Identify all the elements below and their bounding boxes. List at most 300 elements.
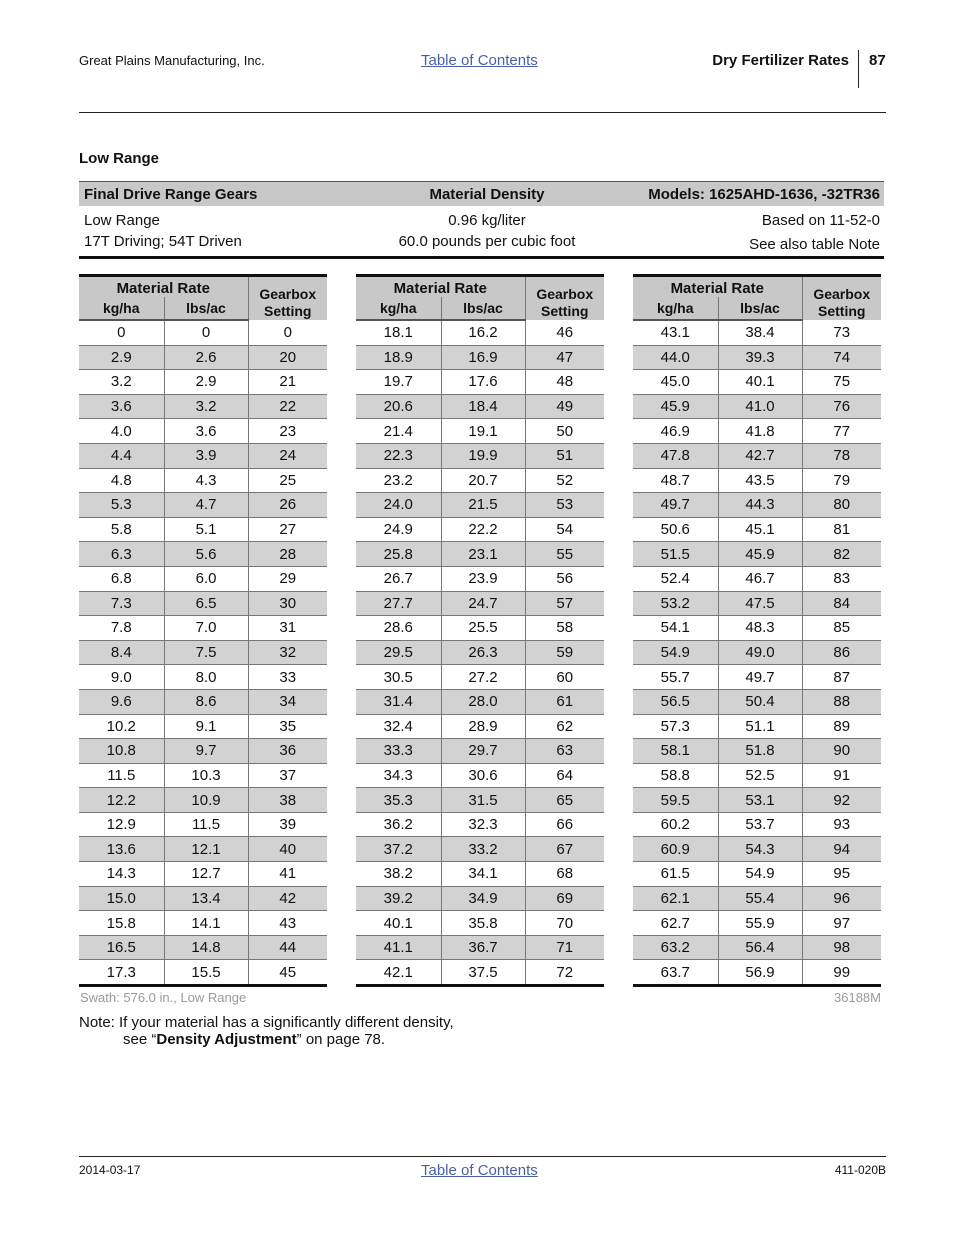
- lbsac-cell: 51.1: [718, 714, 802, 739]
- gearbox-cell: 44: [248, 935, 327, 960]
- table-row: [633, 394, 881, 419]
- kgha-cell: 51.5: [633, 542, 718, 567]
- lbsac-cell: 35.8: [441, 911, 525, 936]
- lbsac-cell: 6.5: [164, 591, 248, 616]
- density-imperial: 60.0 pounds per cubic foot: [398, 233, 576, 250]
- kgha-cell: 44.0: [633, 345, 718, 370]
- gearbox-setting-header: [525, 276, 604, 321]
- kgha-cell: 56.5: [633, 689, 718, 714]
- kgha-cell: 21.4: [356, 419, 441, 444]
- note-line-1: Note: If your material has a significantly different density,: [79, 1014, 454, 1031]
- kgha-cell: 28.6: [356, 616, 441, 641]
- table-row: [633, 812, 881, 837]
- table-row: [356, 739, 604, 764]
- lbsac-cell: 15.5: [164, 960, 248, 986]
- table-row: [79, 837, 327, 862]
- table-row: [79, 689, 327, 714]
- setting-label: Setting: [264, 303, 312, 319]
- models-header: Models: 1625AHD-1636, -32TR36: [648, 185, 880, 203]
- gearbox-cell: 55: [525, 542, 604, 567]
- table-row: [633, 443, 881, 468]
- gearbox-cell: 42: [248, 886, 327, 911]
- gearbox-cell: 58: [525, 616, 604, 641]
- note-line-2: [79, 1031, 454, 1048]
- density-metric: 0.96 kg/liter: [448, 212, 526, 229]
- table-row: [79, 542, 327, 567]
- table-row: [633, 788, 881, 813]
- lbsac-cell: 16.2: [441, 320, 525, 345]
- lbsac-header: lbs/ac: [441, 297, 525, 320]
- kgha-cell: 41.1: [356, 935, 441, 960]
- swath-footnote: Swath: 576.0 in., Low Range: [80, 990, 247, 1005]
- gearbox-cell: 70: [525, 911, 604, 936]
- kgha-cell: 48.7: [633, 468, 718, 493]
- lbsac-cell: 34.9: [441, 886, 525, 911]
- gearbox-cell: 82: [802, 542, 881, 567]
- table-row: [633, 714, 881, 739]
- lbsac-header: lbs/ac: [718, 297, 802, 320]
- lbsac-cell: 9.7: [164, 739, 248, 764]
- toc-link-header[interactable]: Table of Contents: [421, 52, 538, 69]
- gearbox-label: Gearbox: [259, 286, 317, 302]
- gearbox-label: Gearbox: [813, 286, 871, 302]
- kgha-cell: 3.6: [79, 394, 164, 419]
- note-prefix: see “: [123, 1031, 157, 1048]
- table-row: [79, 665, 327, 690]
- table-row: [633, 517, 881, 542]
- table-row: [79, 320, 327, 345]
- lbsac-cell: 47.5: [718, 591, 802, 616]
- kgha-cell: 37.2: [356, 837, 441, 862]
- lbsac-cell: 55.4: [718, 886, 802, 911]
- table-row: [79, 640, 327, 665]
- lbsac-cell: 50.4: [718, 689, 802, 714]
- gearbox-cell: 61: [525, 689, 604, 714]
- lbsac-cell: 33.2: [441, 837, 525, 862]
- lbsac-cell: 12.7: [164, 862, 248, 887]
- table-row: [633, 591, 881, 616]
- rate-table-1: [79, 274, 327, 987]
- kgha-cell: 46.9: [633, 419, 718, 444]
- table-row: [79, 886, 327, 911]
- gearbox-cell: 57: [525, 591, 604, 616]
- company-name: Great Plains Manufacturing, Inc.: [79, 53, 265, 68]
- kgha-header: kg/ha: [356, 297, 441, 320]
- gearbox-cell: 87: [802, 665, 881, 690]
- gearbox-cell: 40: [248, 837, 327, 862]
- table-row: [356, 443, 604, 468]
- table-row: [633, 320, 881, 345]
- kgha-cell: 60.2: [633, 812, 718, 837]
- lbsac-cell: 18.4: [441, 394, 525, 419]
- table-row: [79, 468, 327, 493]
- toc-link-footer[interactable]: Table of Contents: [421, 1162, 538, 1179]
- lbsac-cell: 44.3: [718, 493, 802, 518]
- lbsac-cell: 49.7: [718, 665, 802, 690]
- gearbox-cell: 22: [248, 394, 327, 419]
- table-row: [79, 566, 327, 591]
- material-rate-header: Material Rate: [633, 276, 802, 298]
- lbsac-cell: 56.9: [718, 960, 802, 986]
- lbsac-cell: 40.1: [718, 370, 802, 395]
- kgha-cell: 5.8: [79, 517, 164, 542]
- lbsac-cell: 41.0: [718, 394, 802, 419]
- based-on-label: Based on 11-52-0: [761, 212, 880, 229]
- lbsac-cell: 4.3: [164, 468, 248, 493]
- kgha-cell: 3.2: [79, 370, 164, 395]
- density-adjustment-ref: Density Adjustment: [156, 1031, 297, 1048]
- kgha-cell: 24.0: [356, 493, 441, 518]
- gearbox-cell: 73: [802, 320, 881, 345]
- table-row: [633, 468, 881, 493]
- table-row: [633, 566, 881, 591]
- table-row: [356, 493, 604, 518]
- gearbox-cell: 34: [248, 689, 327, 714]
- kgha-cell: 53.2: [633, 591, 718, 616]
- kgha-cell: 26.7: [356, 566, 441, 591]
- gearbox-cell: 41: [248, 862, 327, 887]
- kgha-cell: 61.5: [633, 862, 718, 887]
- gearbox-cell: 30: [248, 591, 327, 616]
- gearbox-cell: 51: [525, 443, 604, 468]
- lbsac-header: lbs/ac: [164, 297, 248, 320]
- figure-id: 36188M: [834, 990, 881, 1005]
- kgha-cell: 18.9: [356, 345, 441, 370]
- gearbox-cell: 79: [802, 468, 881, 493]
- gearbox-cell: 97: [802, 911, 881, 936]
- lbsac-cell: 17.6: [441, 370, 525, 395]
- drive-info-body: [79, 206, 884, 259]
- gear-label: 17T Driving; 54T Driven: [84, 233, 242, 250]
- gearbox-cell: 80: [802, 493, 881, 518]
- gearbox-cell: 83: [802, 566, 881, 591]
- setting-label: Setting: [818, 303, 866, 319]
- kgha-cell: 9.0: [79, 665, 164, 690]
- rate-table-3: [633, 274, 881, 987]
- kgha-cell: 24.9: [356, 517, 441, 542]
- table-row: [633, 960, 881, 986]
- kgha-cell: 58.8: [633, 763, 718, 788]
- final-drive-header: Final Drive Range Gears: [84, 185, 258, 203]
- lbsac-cell: 19.9: [441, 443, 525, 468]
- kgha-cell: 17.3: [79, 960, 164, 986]
- gearbox-cell: 33: [248, 665, 327, 690]
- lbsac-cell: 3.9: [164, 443, 248, 468]
- lbsac-cell: 43.5: [718, 468, 802, 493]
- gearbox-cell: 49: [525, 394, 604, 419]
- kgha-cell: 8.4: [79, 640, 164, 665]
- kgha-cell: 35.3: [356, 788, 441, 813]
- table-row: [356, 935, 604, 960]
- lbsac-cell: 10.3: [164, 763, 248, 788]
- table-row: [79, 443, 327, 468]
- kgha-cell: 5.3: [79, 493, 164, 518]
- page-number: 87: [869, 52, 886, 69]
- gearbox-cell: 81: [802, 517, 881, 542]
- kgha-cell: 43.1: [633, 320, 718, 345]
- gearbox-cell: 32: [248, 640, 327, 665]
- kgha-cell: 6.8: [79, 566, 164, 591]
- lbsac-cell: 20.7: [441, 468, 525, 493]
- gearbox-cell: 23: [248, 419, 327, 444]
- gearbox-cell: 20: [248, 345, 327, 370]
- gearbox-cell: 90: [802, 739, 881, 764]
- gearbox-cell: 54: [525, 517, 604, 542]
- table-row: [79, 935, 327, 960]
- lbsac-cell: 16.9: [441, 345, 525, 370]
- lbsac-cell: 39.3: [718, 345, 802, 370]
- kgha-cell: 19.7: [356, 370, 441, 395]
- lbsac-cell: 30.6: [441, 763, 525, 788]
- table-row: [633, 837, 881, 862]
- kgha-cell: 45.0: [633, 370, 718, 395]
- table-row: [356, 419, 604, 444]
- kgha-cell: 50.6: [633, 517, 718, 542]
- table-row: [356, 616, 604, 641]
- lbsac-cell: 48.3: [718, 616, 802, 641]
- kgha-cell: 12.2: [79, 788, 164, 813]
- gearbox-cell: 53: [525, 493, 604, 518]
- kgha-cell: 16.5: [79, 935, 164, 960]
- table-row: [79, 591, 327, 616]
- gearbox-cell: 56: [525, 566, 604, 591]
- table-row: [356, 370, 604, 395]
- kgha-cell: 10.2: [79, 714, 164, 739]
- gearbox-cell: 28: [248, 542, 327, 567]
- gearbox-cell: 50: [525, 419, 604, 444]
- lbsac-cell: 36.7: [441, 935, 525, 960]
- lbsac-cell: 49.0: [718, 640, 802, 665]
- lbsac-cell: 10.9: [164, 788, 248, 813]
- gearbox-cell: 24: [248, 443, 327, 468]
- lbsac-cell: 11.5: [164, 812, 248, 837]
- kgha-cell: 18.1: [356, 320, 441, 345]
- lbsac-cell: 26.3: [441, 640, 525, 665]
- lbsac-cell: 22.2: [441, 517, 525, 542]
- kgha-cell: 7.8: [79, 616, 164, 641]
- gearbox-cell: 92: [802, 788, 881, 813]
- table-row: [633, 616, 881, 641]
- gearbox-cell: 52: [525, 468, 604, 493]
- gearbox-cell: 86: [802, 640, 881, 665]
- density-note: [79, 1014, 454, 1048]
- drive-info-header: [79, 181, 884, 206]
- gearbox-cell: 45: [248, 960, 327, 986]
- gearbox-cell: 91: [802, 763, 881, 788]
- table-row: [356, 763, 604, 788]
- table-row: [356, 960, 604, 986]
- gearbox-cell: 35: [248, 714, 327, 739]
- gearbox-cell: 43: [248, 911, 327, 936]
- kgha-cell: 33.3: [356, 739, 441, 764]
- kgha-cell: 55.7: [633, 665, 718, 690]
- gearbox-cell: 77: [802, 419, 881, 444]
- table-row: [633, 935, 881, 960]
- rate-table-2: [356, 274, 604, 987]
- gearbox-cell: 47: [525, 345, 604, 370]
- table-row: [633, 493, 881, 518]
- gearbox-cell: 74: [802, 345, 881, 370]
- gearbox-cell: 48: [525, 370, 604, 395]
- kgha-cell: 58.1: [633, 739, 718, 764]
- lbsac-cell: 23.1: [441, 542, 525, 567]
- kgha-cell: 14.3: [79, 862, 164, 887]
- table-row: [633, 689, 881, 714]
- kgha-cell: 9.6: [79, 689, 164, 714]
- material-rate-header: Material Rate: [356, 276, 525, 298]
- lbsac-cell: 56.4: [718, 935, 802, 960]
- gearbox-cell: 98: [802, 935, 881, 960]
- kgha-cell: 30.5: [356, 665, 441, 690]
- kgha-cell: 7.3: [79, 591, 164, 616]
- table-row: [356, 886, 604, 911]
- table-row: [356, 394, 604, 419]
- kgha-header: kg/ha: [633, 297, 718, 320]
- table-row: [356, 812, 604, 837]
- lbsac-cell: 8.0: [164, 665, 248, 690]
- table-row: [356, 345, 604, 370]
- setting-label: Setting: [541, 303, 589, 319]
- gearbox-cell: 62: [525, 714, 604, 739]
- kgha-cell: 52.4: [633, 566, 718, 591]
- table-row: [79, 862, 327, 887]
- kgha-cell: 63.7: [633, 960, 718, 986]
- table-row: [633, 345, 881, 370]
- kgha-cell: 4.8: [79, 468, 164, 493]
- gearbox-cell: 85: [802, 616, 881, 641]
- table-row: [79, 370, 327, 395]
- gearbox-label: Gearbox: [536, 286, 594, 302]
- lbsac-cell: 46.7: [718, 566, 802, 591]
- lbsac-cell: 54.9: [718, 862, 802, 887]
- gearbox-cell: 67: [525, 837, 604, 862]
- lbsac-cell: 14.1: [164, 911, 248, 936]
- lbsac-cell: 9.1: [164, 714, 248, 739]
- table-row: [79, 419, 327, 444]
- kgha-cell: 34.3: [356, 763, 441, 788]
- see-note-label: See also table Note: [749, 236, 880, 253]
- lbsac-cell: 5.6: [164, 542, 248, 567]
- gearbox-cell: 64: [525, 763, 604, 788]
- lbsac-cell: 19.1: [441, 419, 525, 444]
- gearbox-cell: 99: [802, 960, 881, 986]
- lbsac-cell: 23.9: [441, 566, 525, 591]
- material-density-header: Material Density: [429, 185, 545, 203]
- kgha-cell: 2.9: [79, 345, 164, 370]
- note-suffix: ” on page 78.: [296, 1031, 386, 1048]
- table-row: [633, 665, 881, 690]
- kgha-cell: 15.0: [79, 886, 164, 911]
- header-rule: [79, 112, 886, 113]
- table-row: [633, 370, 881, 395]
- kgha-header: kg/ha: [79, 297, 164, 320]
- gearbox-cell: 84: [802, 591, 881, 616]
- lbsac-cell: 42.7: [718, 443, 802, 468]
- gearbox-cell: 72: [525, 960, 604, 986]
- kgha-cell: 29.5: [356, 640, 441, 665]
- kgha-cell: 12.9: [79, 812, 164, 837]
- gearbox-cell: 21: [248, 370, 327, 395]
- gearbox-cell: 39: [248, 812, 327, 837]
- kgha-cell: 32.4: [356, 714, 441, 739]
- gearbox-cell: 26: [248, 493, 327, 518]
- gearbox-cell: 60: [525, 665, 604, 690]
- gearbox-cell: 94: [802, 837, 881, 862]
- gearbox-cell: 0: [248, 320, 327, 345]
- lbsac-cell: 2.6: [164, 345, 248, 370]
- table-row: [633, 640, 881, 665]
- table-row: [79, 812, 327, 837]
- lbsac-cell: 3.6: [164, 419, 248, 444]
- gearbox-setting-header: [802, 276, 881, 321]
- table-row: [633, 862, 881, 887]
- gearbox-cell: 78: [802, 443, 881, 468]
- kgha-cell: 62.1: [633, 886, 718, 911]
- kgha-cell: 47.8: [633, 443, 718, 468]
- lbsac-cell: 41.8: [718, 419, 802, 444]
- kgha-cell: 63.2: [633, 935, 718, 960]
- table-row: [79, 788, 327, 813]
- lbsac-cell: 54.3: [718, 837, 802, 862]
- footer-date: 2014-03-17: [79, 1163, 141, 1177]
- gearbox-cell: 25: [248, 468, 327, 493]
- kgha-cell: 45.9: [633, 394, 718, 419]
- table-row: [356, 566, 604, 591]
- gearbox-cell: 65: [525, 788, 604, 813]
- table-row: [79, 493, 327, 518]
- footer-rule: [79, 1156, 886, 1157]
- table-row: [356, 320, 604, 345]
- kgha-cell: 4.0: [79, 419, 164, 444]
- drive-info-table: [79, 181, 884, 259]
- kgha-cell: 0: [79, 320, 164, 345]
- kgha-cell: 54.9: [633, 640, 718, 665]
- table-row: [356, 517, 604, 542]
- kgha-cell: 23.2: [356, 468, 441, 493]
- kgha-cell: 40.1: [356, 911, 441, 936]
- table-row: [79, 394, 327, 419]
- gearbox-cell: 76: [802, 394, 881, 419]
- kgha-cell: 6.3: [79, 542, 164, 567]
- lbsac-cell: 34.1: [441, 862, 525, 887]
- kgha-cell: 11.5: [79, 763, 164, 788]
- kgha-cell: 42.1: [356, 960, 441, 986]
- lbsac-cell: 13.4: [164, 886, 248, 911]
- lbsac-cell: 5.1: [164, 517, 248, 542]
- table-row: [356, 542, 604, 567]
- kgha-cell: 39.2: [356, 886, 441, 911]
- kgha-cell: 10.8: [79, 739, 164, 764]
- lbsac-cell: 28.0: [441, 689, 525, 714]
- gearbox-cell: 75: [802, 370, 881, 395]
- gearbox-cell: 69: [525, 886, 604, 911]
- section-name: Dry Fertilizer Rates: [712, 52, 849, 69]
- table-row: [356, 591, 604, 616]
- lbsac-cell: 52.5: [718, 763, 802, 788]
- lbsac-cell: 45.9: [718, 542, 802, 567]
- table-row: [79, 739, 327, 764]
- gearbox-cell: 37: [248, 763, 327, 788]
- lbsac-cell: 0: [164, 320, 248, 345]
- lbsac-cell: 51.8: [718, 739, 802, 764]
- range-label: Low Range: [84, 212, 160, 229]
- lbsac-cell: 7.5: [164, 640, 248, 665]
- lbsac-cell: 37.5: [441, 960, 525, 986]
- table-row: [79, 960, 327, 986]
- gearbox-cell: 46: [525, 320, 604, 345]
- gearbox-cell: 31: [248, 616, 327, 641]
- gearbox-setting-header: [248, 276, 327, 321]
